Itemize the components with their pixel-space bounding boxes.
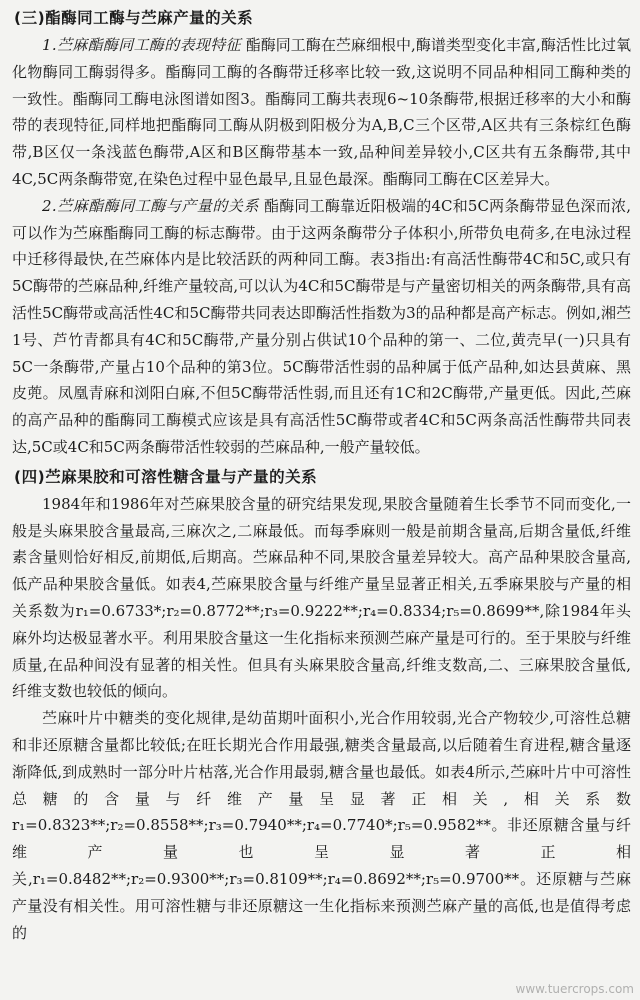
watermark: www.tuercrops.com xyxy=(515,982,634,996)
section-3-heading: (三)酯酶同工酶与苎麻产量的关系 xyxy=(14,9,254,27)
section-3-paragraph-2 xyxy=(12,193,631,461)
section-3-paragraph-1 xyxy=(12,32,631,193)
section-3-paragraph-1-body: 酯酶同工酶在苎麻细根中,酶谱类型变化丰富,酶活性比过氧化物酶同工酶弱得多。酯酶同工酶的各酶带迁移率比较一致,这说明不同品种相同工酶种类的一致性。酯酶同工酶电泳图谱如图3。酯酶同工酶共表现6~10条酶带,根据迁移率的大小和酶带的表现特征,同样地把酯酶同工酶从阴极到阳极分为A,B,C三个区带,A区共有三条棕红色酶带,B区仅一条浅蓝色酶带,A区和B区酶带基本一致,品种间差异较小,C区共有五条酶带,其中4C,5C两条酶带宽,在染色过程中显色最早,且显色最深。酯酶同工酶在C区差异大。 xyxy=(12,36,632,188)
section-3-paragraph-2-body: 酯酶同工酶靠近阳极端的4C和5C两条酶带显色深而浓,可以作为苎麻酯酶同工酶的标志酶带。由于这两条酶带分子体积小,所带负电荷多,在电泳过程中迁移得最快,在苎麻体内是比较活跃的两种同工酶。表3指出:有高活性酶带4C和5C,或只有5C酶带的苎麻品种,纤维产量较高,可以认为4C和5C酶带是与产量密切相关的两条酶带,具有高活性5C酶带或高活性4C和5C酶带共同表达即酶活性指数为3的品种都是高产标志。例如,湘苎1号、芦竹青都具有4C和5C酶带,产量分别占供试10个品种的第一、二位,黄壳早(一)只具有5C一条酶带,产量占10个品种的第3位。5C酶带活性弱的品种属于低产品种,如达县黄麻、黑皮蔸。凤凰青麻和浏阳白麻,不但5C酶带活性弱,而且还有1C和2C酶带,产量更低。因此,苎麻的高产品种的酯酶同工酶模式应该是具有高活性5C酶带或者4C和5C两条高活性酶带共同表达,5C或4C和5C两条酶带活性较弱的苎麻品种,一般产量较低。 xyxy=(12,196,631,456)
section-4-heading: (四)苎麻果胶和可溶性糖含量与产量的关系 xyxy=(14,467,318,486)
section-3-paragraph-1-lead: 1.苎麻酯酶同工酶的表现特征 xyxy=(42,36,241,54)
section-4-paragraph-1: 1984年和1986年对苎麻果胶含量的研究结果发现,果胶含量随着生长季节不同而变化,一般是头麻果胶含量最高,三麻次之,二麻最低。而每季麻则一般是前期含量高,后期含量低,纤维素含量则恰好相反,前期低,后期高。苎麻品种不同,果胶含量差异较大。高产品种果胶含量高,低产品种果胶含量低。如表4,苎麻果胶含量与纤维产量呈显著正相关,五季麻果胶与产量的相关系数为r₁=0.6733*;r₂=0.8772**;r₃=0.9222**;r₄=0.8334;r₅=0.8699**,除1984年头麻外均达极显著水平。利用果胶含量这一生化指标来预测苎麻产量是可行的。至于果胶与纤维质量,在品种间没有显著的相关性。但具有头麻果胶含量高,纤维支数高,二、三麻果胶含量低,纤维支数也较低的倾向。 xyxy=(12,494,631,701)
section-4-paragraph-2: 苎麻叶片中糖类的变化规律,是幼苗期叶面积小,光合作用较弱,光合产物较少,可溶性总糖和非还原糖含量都比较低;在旺长期光合作用最强,糖类含量最高,以后随着生育进程,糖含量逐渐降低,到成熟时一部分叶片枯落,光合作用最弱,糖含量也最低。如表4所示,苎麻叶片中可溶性总糖的含量与纤维产量呈显著正相关,相关系数r₁=0.8323**;r₂=0.8558**;r₃=0.7940**;r₄=0.7740*;r₅=0.9582**。非还原糖含量与纤维产量也呈显著正相关,r₁=0.8482**;r₂=0.9300**;r₃=0.8109**;r₄=0.8692**;r₅=0.9700**。还原糖与苎麻产量没有相关性。用可溶性糖与非还原糖这一生化指标来预测苎麻产量的高低,也是值得考虑的 xyxy=(12,709,631,942)
section-3-paragraph-2-lead: 2.苎麻酯酶同工酶与产量的关系 xyxy=(42,196,259,215)
